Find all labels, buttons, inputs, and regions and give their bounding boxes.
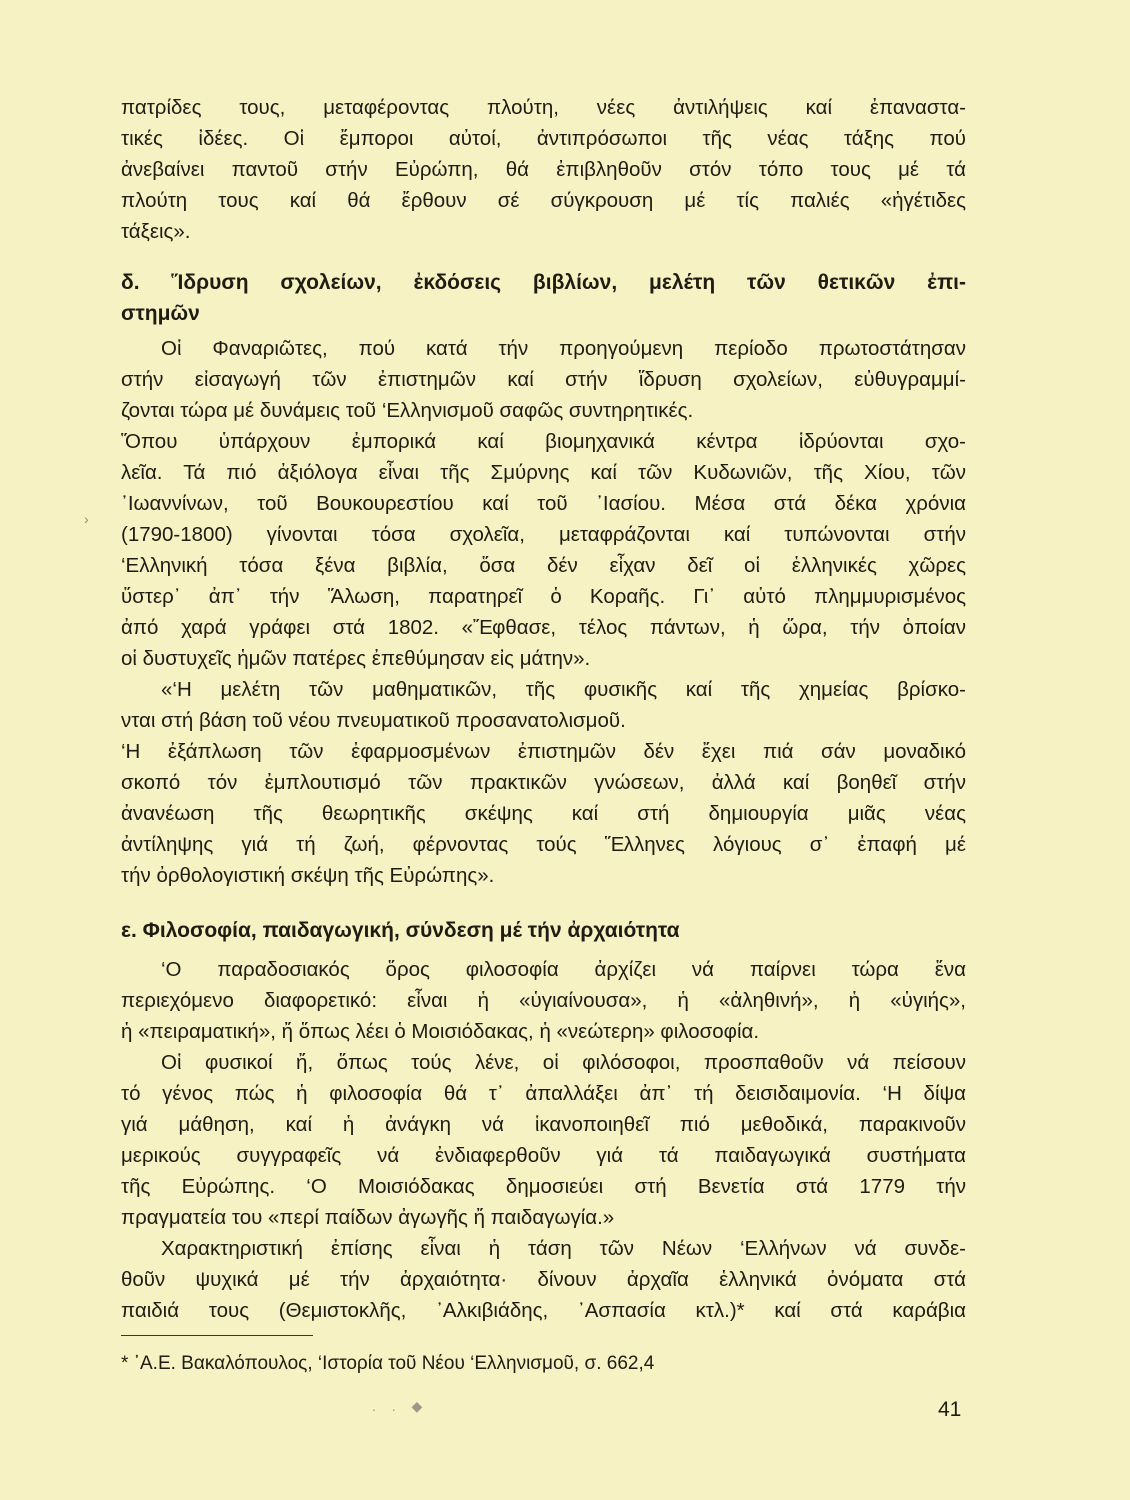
text-line: «‘Η μελέτη τῶν μαθηματικῶν, τῆς φυσικῆς καί τῆς χημείας βρίσκο-: [161, 678, 966, 701]
text-line: λεῖα. Τά πιό ἀξιόλογα εἶναι τῆς Σμύρνης καί τῶν Κυδωνιῶν, τῆς Χίου, τῶν: [121, 461, 966, 484]
text-line: τικές ἰδέες. Οἱ ἔμποροι αὐτοί, ἀντιπρόσωποι τῆς νέας τάξης πού: [121, 127, 966, 150]
heading-line: δ. Ἵδρυση σχολείων, ἐκδόσεις βιβλίων, μελέτη τῶν θετικῶν ἐπι-: [121, 271, 966, 294]
page-number: 41: [938, 1398, 962, 1421]
main-text: [121, 92, 966, 1326]
text-line: μερικούς συγγραφεῖς νά ἐνδιαφερθοῦν γιά τά παιδαγωγικά συστήματα: [121, 1144, 966, 1167]
section-d-paragraph-1: [121, 333, 966, 674]
text-line: πραγματεία του «περί παίδων ἀγωγῆς ἤ παιδαγωγία.»: [121, 1206, 615, 1229]
text-line: τῆς Εὐρώπης. ‘Ο Μοισιόδακας δημοσιεύει στή Βενετία στά 1779 τήν: [121, 1175, 966, 1198]
text-line: Οἱ φυσικοί ἤ, ὅπως τούς λένε, οἱ φιλόσοφοι, προσπαθοῦν νά πείσουν: [161, 1051, 966, 1074]
text-line: οἱ δυστυχεῖς ἡμῶν πατέρες ἐπεθύμησαν εἰς μάτην».: [121, 647, 591, 670]
text-line: ‘Η ἐξάπλωση τῶν ἐφαρμοσμένων ἐπιστημῶν δέν ἔχει πιά σάν μοναδικό: [121, 740, 966, 763]
text-line: Οἱ Φαναριῶτες, πού κατά τήν προηγούμενη περίοδο πρωτοστάτησαν: [161, 337, 966, 360]
text-line: ‘Ελληνική τόσα ξένα βιβλία, ὅσα δέν εἶχαν δεῖ οἱ ἑλληνικές χῶρες: [121, 554, 966, 577]
text-line: ἡ «πειραματική», ἤ ὅπως λέει ὁ Μοισιόδακας, ἡ «νεώτερη» φιλοσοφία.: [121, 1020, 760, 1043]
heading-line: ε. Φιλοσοφία, παιδαγωγική, σύνδεση μέ τήν ἀρχαιότητα: [121, 919, 680, 942]
text-line: τήν ὀρθολογιστική σκέψη τῆς Εὐρώπης».: [121, 864, 495, 887]
text-line: ἀνεβαίνει παντοῦ στήν Εὐρώπη, θά ἐπιβληθοῦν στόν τόπο τους μέ τά: [121, 158, 966, 181]
text-line: νται στή βάση τοῦ νέου πνευματικοῦ προσανατολισμοῦ.: [121, 709, 626, 732]
section-e-heading: [121, 915, 966, 946]
text-line: ᾽Ιωαννίνων, τοῦ Βουκουρεστίου καί τοῦ ᾽Ιασίου. Μέσα στά δέκα χρόνια: [121, 492, 966, 515]
text-line: στήν εἰσαγωγή τῶν ἐπιστημῶν καί στήν ἵδρυση σχολείων, εὐθυγραμμί-: [121, 368, 966, 391]
text-line: ἀντίληψης γιά τή ζωή, φέρνοντας τούς Ἕλληνες λόγιους σ᾽ ἐπαφή μέ: [121, 833, 966, 856]
text-line: περιεχόμενο διαφορετικό: εἶναι ἡ «ὑγιαίνουσα», ἡ «ἀληθινή», ἡ «ὑγιής»,: [121, 989, 966, 1012]
scan-specks: . . ◆: [372, 1398, 429, 1414]
heading-line: στημῶν: [121, 302, 200, 325]
text-line: ἀπό χαρά γράφει στά 1802. «Ἔφθασε, τέλος πάντων, ἡ ὥρα, τήν ὁποίαν: [121, 616, 966, 639]
text-line: γιά μάθηση, καί ἡ ἀνάγκη νά ἱκανοποιηθεῖ πιό μεθοδικά, παρακινοῦν: [121, 1113, 966, 1136]
margin-mark: ›: [84, 511, 89, 527]
text-line: τό γένος πώς ἡ φιλοσοφία θά τ᾽ ἀπαλλάξει ἀπ᾽ τή δεισιδαιμονία. ‘Η δίψα: [121, 1082, 966, 1105]
text-line: ἀνανέωση τῆς θεωρητικῆς σκέψης καί στή δημιουργία μιᾶς νέας: [121, 802, 966, 825]
text-line: πλούτη τους καί θά ἔρθουν σέ σύγκρουση μέ τίς παλιές «ἡγέτιδες: [121, 189, 966, 212]
text-line: τάξεις».: [121, 220, 191, 243]
text-line: παιδιά τους (Θεμιστοκλῆς, ᾽Αλκιβιάδης, ᾽Ασπασία κτλ.)* καί στά καράβια: [121, 1299, 966, 1322]
text-line: (1790-1800) γίνονται τόσα σχολεῖα, μεταφράζονται καί τυπώνονται στήν: [121, 523, 966, 546]
text-line: ζονται τώρα μέ δυνάμεις τοῦ ‘Ελληνισμοῦ σαφῶς συντηρητικές.: [121, 399, 694, 422]
section-e-paragraph-1: [121, 954, 966, 1047]
section-d-paragraph-2: [121, 674, 966, 891]
text-line: Χαρακτηριστική ἐπίσης εἶναι ἡ τάση τῶν Νέων ‘Ελλήνων νά συνδε-: [161, 1237, 966, 1260]
section-d-heading: [121, 267, 966, 329]
text-line: σκοπό τόν ἐμπλουτισμό τῶν πρακτικῶν γνώσεων, ἀλλά καί βοηθεῖ στήν: [121, 771, 966, 794]
section-e-paragraph-3: [121, 1233, 966, 1326]
text-line: Ὅπου ὑπάρχουν ἐμπορικά καί βιομηχανικά κέντρα ἱδρύονται σχο-: [121, 430, 966, 453]
text-line: ὕστερ᾽ ἀπ᾽ τήν Ἅλωση, παρατηρεῖ ὁ Κοραῆς. Γι᾽ αὐτό πλημμυρισμένος: [121, 585, 966, 608]
text-line: θοῦν ψυχικά μέ τήν ἀρχαιότητα· δίνουν ἀρχαῖα ἑλληνικά ὀνόματα στά: [121, 1268, 966, 1291]
footnote-divider: [121, 1335, 313, 1336]
section-e-paragraph-2: [121, 1047, 966, 1233]
text-line: ‘Ο παραδοσιακός ὅρος φιλοσοφία ἀρχίζει νά παίρνει τώρα ἕνα: [161, 958, 966, 981]
intro-paragraph: [121, 92, 966, 247]
text-line: πατρίδες τους, μεταφέροντας πλούτη, νέες ἀντιλήψεις καί ἐπαναστα-: [121, 96, 966, 119]
footnote: * ᾽Α.Ε. Βακαλόπουλος, ‘Ιστορία τοῦ Νέου ‘Ελληνισμοῦ, σ. 662,4: [121, 1353, 655, 1374]
